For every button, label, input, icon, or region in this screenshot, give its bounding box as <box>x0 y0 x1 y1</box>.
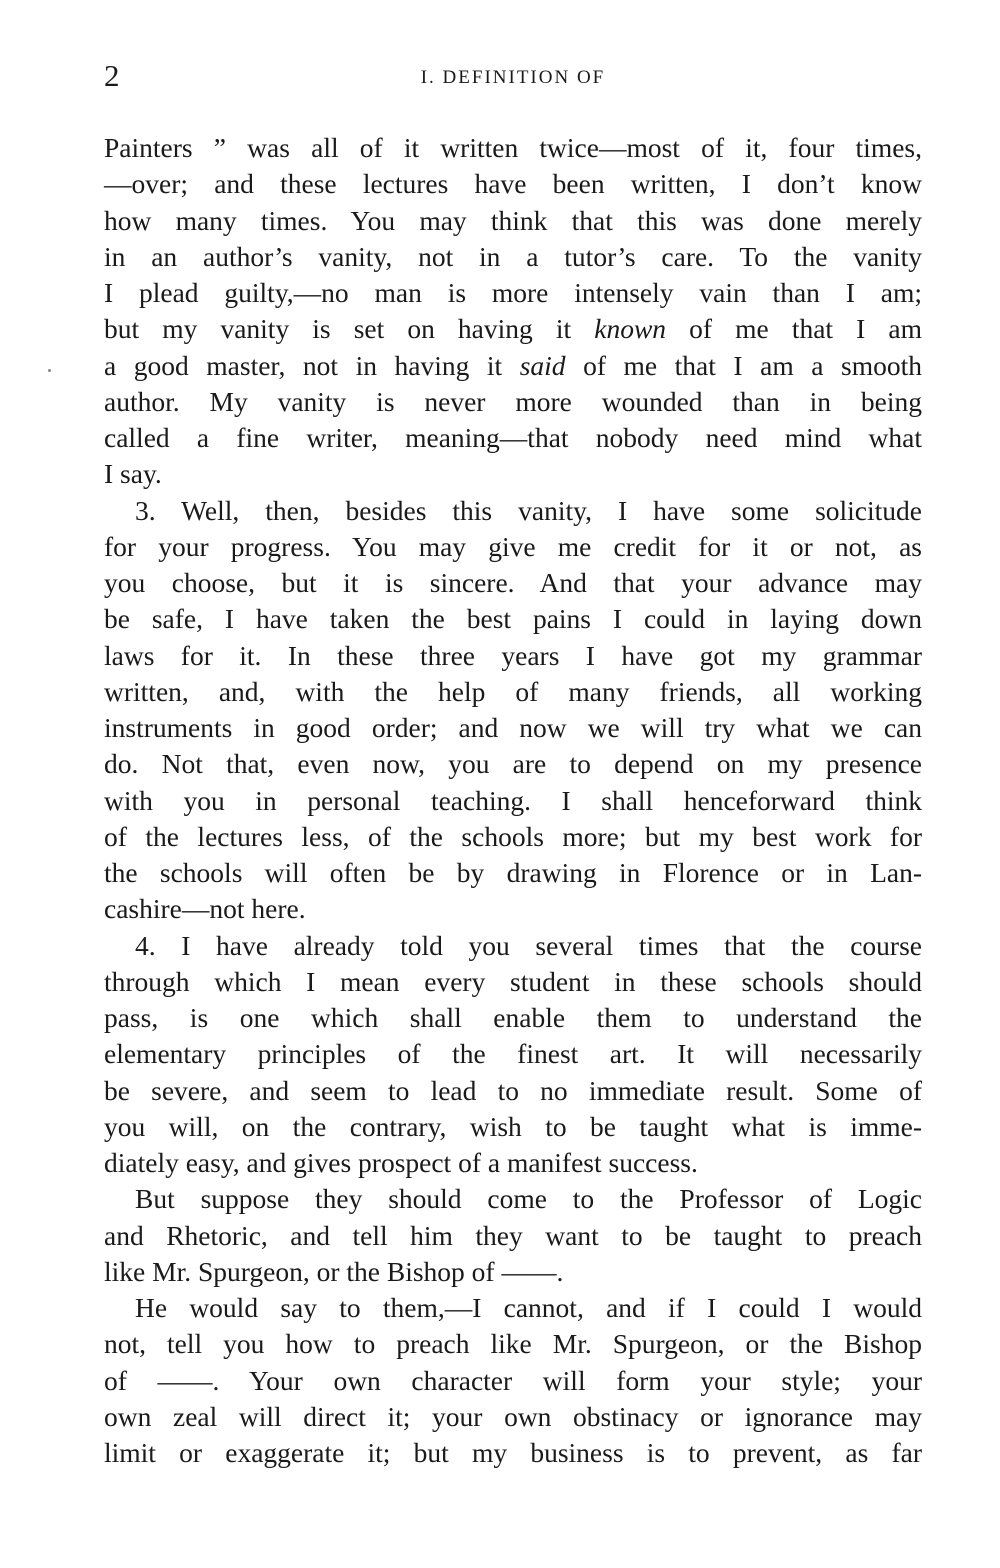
italic-word: said <box>519 349 566 381</box>
text-line: of ——. Your own character will form your style; your <box>104 1364 922 1396</box>
text-line: elementary principles of the finest art. It will necessarily <box>104 1038 922 1070</box>
text-line: 4. I have already told you several times that the course <box>135 929 922 961</box>
text-line: be severe, and seem to lead to no immediate result. Some of <box>104 1074 922 1106</box>
text-fragment: of me that I am a smooth <box>565 349 922 381</box>
text-fragment: of me that I am <box>666 313 922 345</box>
text-line: own zeal will direct it; your own obstinacy or ignorance may <box>104 1400 922 1432</box>
text-line: cashire—not here. <box>104 893 306 925</box>
text-line: 3. Well, then, besides this vanity, I have some solicitude <box>135 494 922 526</box>
text-line: called a fine writer, meaning—that nobody need mind what <box>104 422 922 453</box>
text-line: Painters ” was all of it written twice—most of it, four times, <box>104 132 922 163</box>
text-line: be safe, I have taken the best pains I could in laying down <box>104 603 922 635</box>
text-line: and Rhetoric, and tell him they want to be taught to preach <box>104 1219 922 1251</box>
text-line: for your progress. You may give me credit for it or not, as <box>104 530 922 562</box>
text-line: you choose, but it is sincere. And that your advance may <box>104 567 922 598</box>
text-line: like Mr. Spurgeon, or the Bishop of ——. <box>104 1255 564 1287</box>
text-line: not, tell you how to preach like Mr. Spurgeon, or the Bishop <box>104 1328 922 1360</box>
text-fragment: but my vanity is set on having it <box>104 313 595 345</box>
text-line: He would say to them,—I cannot, and if I could I would <box>135 1292 922 1323</box>
body-text <box>104 130 922 1471</box>
text-line: limit or exaggerate it; but my business is to prevent, as far <box>104 1437 922 1468</box>
text-line: with you in personal teaching. I shall henceforward think <box>104 784 922 816</box>
running-head <box>104 58 922 94</box>
text-line: written, and, with the help of many friends, all working <box>104 675 922 707</box>
text-fragment: a good master, not in having it <box>104 349 520 381</box>
text-line: But suppose they should come to the Professor of Logic <box>135 1183 922 1215</box>
text-line <box>104 311 922 347</box>
page-number: 2 <box>104 58 120 93</box>
text-line: —over; and these lectures have been written, I don’t know <box>104 168 922 200</box>
text-line: pass, is one which shall enable them to understand the <box>104 1002 922 1033</box>
text-line: I say. <box>104 458 162 490</box>
text-line: instruments in good order; and now we will try what we can <box>104 712 922 743</box>
text-line: do. Not that, even now, you are to depend on my presence <box>104 748 922 780</box>
text-line: the schools will often be by drawing in Florence or in Lan- <box>104 857 922 888</box>
text-line: you will, on the contrary, wish to be taught what is imme- <box>104 1110 922 1142</box>
text-line <box>104 348 922 384</box>
text-line: how many times. You may think that this was done merely <box>104 204 922 236</box>
text-line: through which I mean every student in these schools should <box>104 965 922 997</box>
text-line: diately easy, and gives prospect of a manifest success. <box>104 1147 698 1178</box>
running-head-title: I. DEFINITION OF <box>420 67 606 88</box>
text-line: of the lectures less, of the schools more; but my best work for <box>104 820 922 852</box>
text-line: laws for it. In these three years I have got my grammar <box>104 639 922 671</box>
italic-word: known <box>594 313 667 345</box>
text-line: I plead guilty,—no man is more intensely vain than I am; <box>104 277 922 308</box>
text-line: author. My vanity is never more wounded than in being <box>104 385 922 417</box>
text-line: in an author’s vanity, not in a tutor’s care. To the vanity <box>104 240 922 272</box>
margin-speck <box>48 369 51 372</box>
